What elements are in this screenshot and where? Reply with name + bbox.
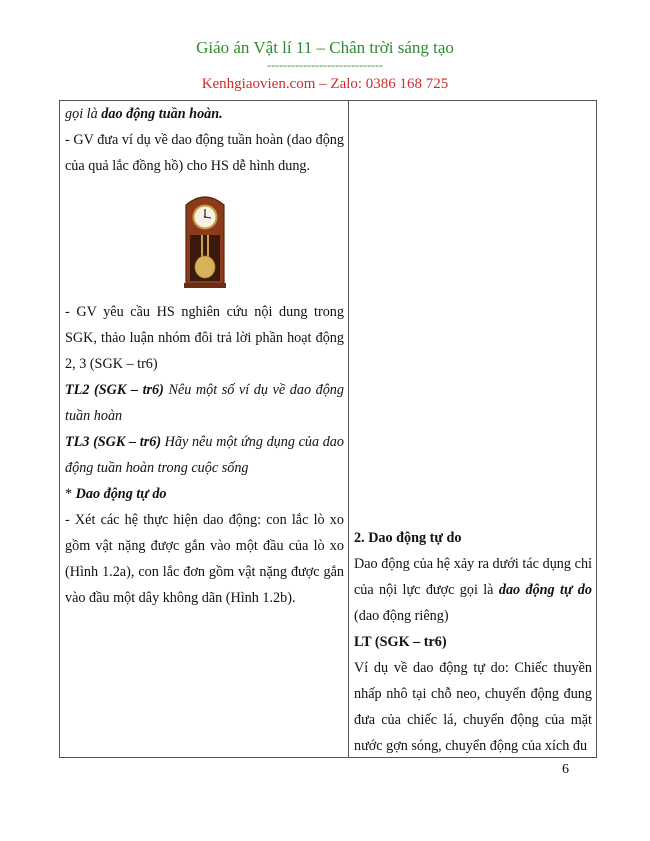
page-number: 6 [562,762,569,777]
left-paragraph-3: - GV yêu cầu HS nghiên cứu nội dung trong SGK, thảo luận nhóm đôi trả lời phần hoạt động 2, 3 (SGK – tr6) [65,304,344,372]
right-heading: 2. Dao động tự do [354,530,462,546]
right-paragraph-1 [354,551,592,629]
right-p1-suffix: (dao động riêng) [354,608,449,624]
header-separator: ----------------------------- [267,58,383,72]
left-column [65,101,344,611]
q3-label: TL3 (SGK – tr6) [65,434,162,450]
left-paragraph-2: - GV đưa ví dụ về dao động tuần hoàn (dao động của quả lắc đồng hồ) cho HS dễ hình dung. [65,132,344,174]
p1-term: dao động tuần hoàn. [101,106,223,122]
right-p1-term: dao động tự do [498,582,592,598]
heading-star: * [65,486,76,502]
p1-prefix: gọi là [65,106,102,122]
left-paragraph-1 [65,101,344,127]
header-title: Giáo án Vật lí 11 – Chân trời sáng tạo [196,38,454,57]
q2-text: Nêu một số ví dụ về dao động tuần hoàn [65,382,344,424]
right-lt-label: LT (SGK – tr6) [354,634,447,650]
right-lt-text: Ví dụ về dao động tự do: Chiếc thuyền nhấp nhô tại chỗ neo, chuyển động đung đưa của chiếc lá, chuyển động của mặt nước gợn sóng, chuyển động của xích đu [354,660,592,754]
left-question-3 [65,429,344,481]
column-divider [348,101,349,757]
left-heading [65,481,344,507]
heading-text: Dao động tự do [75,486,167,502]
right-p1-prefix: Dao động của hệ xảy ra dưới tác dụng chỉ của nội lực được gọi là [354,556,592,598]
left-question-2 [65,377,344,429]
header-contact: Kenhgiaovien.com – Zalo: 0386 168 725 [201,76,449,92]
pendulum-clock-image [182,191,228,289]
q3-text: Hãy nêu một ứng dụng của dao động tuần hoàn trong cuộc sống [65,434,344,476]
left-paragraph-4: - Xét các hệ thực hiện dao động: con lắc lò xo gồm vật nặng được gắn vào một đầu của lò xo (Hình 1.2a), con lắc đơn gồm vật nặng được gắn vào đầu một dây không dãn (Hình 1.2b). [65,512,344,606]
q2-label: TL2 (SGK – tr6) [65,382,164,398]
right-column [354,525,592,759]
lesson-table [59,100,597,758]
